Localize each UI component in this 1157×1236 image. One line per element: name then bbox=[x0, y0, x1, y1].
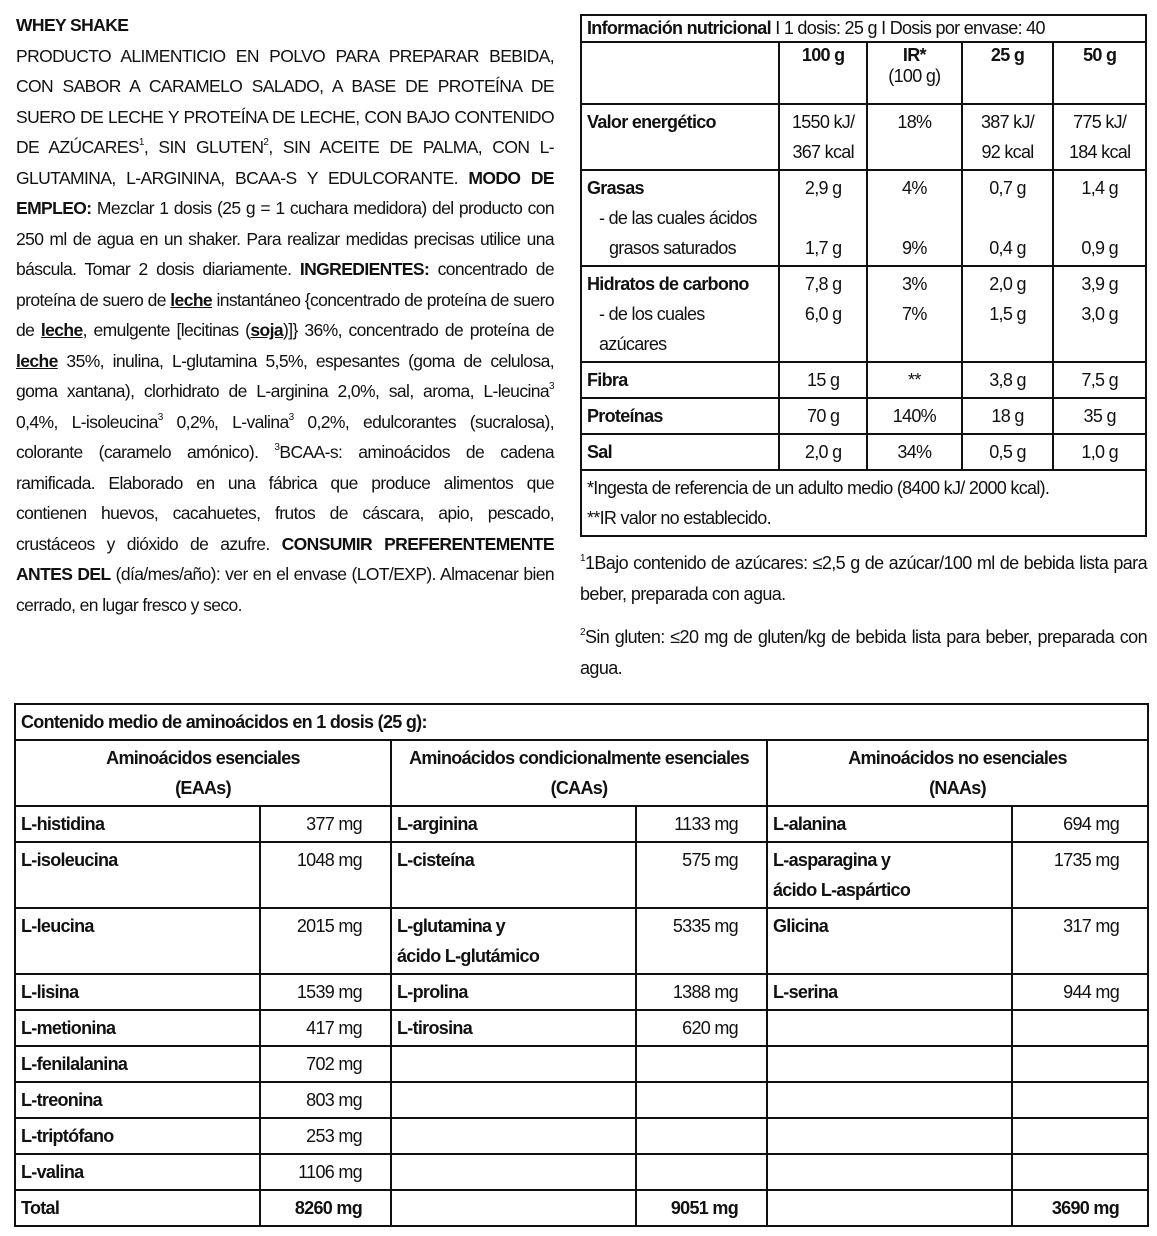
description-paragraph: PRODUCTO ALIMENTICIO EN POLVO PARA PREPARAR BEBIDA, CON SABOR A CARAMELO SALADO, A BASE DE PROTEÍNA DE SUERO DE LECHE Y PROTEÍNA DE LECHE, CON BAJO CONTENIDO DE AZÚCARES$^1$, SIN GLUTEN$^2$, SIN ACEITE DE PALMA, CON L-GLUTAMINA, L-ARGININA, BCAA-S Y EDULCORANTE. MODO DE EMPLEO: Mezclar 1 dosis (25 g = 1 cuchara medidora) del producto con 250 ml de agua en un shaker. Para realizar medidas precisas utilice una báscula. Tomar 2 dosis diariamente. INGREDIENTES: concentrado de proteína de suero de leche instantáneo {concentrado de proteína de suero de leche, emulgente [lecitinas (soja)]} 36%, concentrado de proteína de leche 35%, inulina, L-glutamina 5,5%, espesantes (goma de celulosa, goma xantana), clorhidrato de L-arginina 2,0%, sal, aroma, L-leucina$^3$ 0,4%, L-isoleucina$^3$ 0,2%, L-valina$^3$ 0,2%, edulcorantes (sucralosa), colorante (caramelo amónico). $^3$BCAA-s: aminoácidos de cadena ramificada. Elaborado en una fábrica que produce alimentos que contienen huevos, cacahuetes, frutos de cáscara, apio, pescado, crustáceos y dióxido de azufre. CONSUMIR PREFERENTEMENTE ANTES DEL (día/mes/año): ver en el envase (LOT/EXP). Almacenar bien cerrado, en lugar fresco y seco. bbox=[16, 45, 555, 615]
amino-name-cell: L-tirosina bbox=[391, 1010, 636, 1046]
amino-acid-table bbox=[14, 703, 1149, 1227]
amino-name-cell: L-glutamina y ácido L-glutámico bbox=[391, 908, 636, 974]
table-row bbox=[15, 974, 1148, 1010]
nutrition-table bbox=[580, 14, 1147, 537]
amino-value-cell: 1048 mg bbox=[260, 842, 391, 908]
amino-value-cell: 5335 mg bbox=[636, 908, 767, 974]
amino-total-row: Total 8260 mg 9051 mg 3690 mg bbox=[15, 1190, 1148, 1226]
usage-label: MODO DE EMPLEO: bbox=[16, 167, 554, 218]
amino-rows bbox=[15, 806, 1148, 1190]
product-title: WHEY SHAKE bbox=[16, 15, 129, 35]
amino-value-cell bbox=[1012, 1046, 1148, 1082]
amino-value-cell bbox=[636, 1046, 767, 1082]
amino-name-cell: L-histidina bbox=[15, 806, 260, 842]
amino-value-cell: 944 mg bbox=[1012, 974, 1148, 1010]
amino-name-cell bbox=[767, 1154, 1012, 1190]
amino-name-cell: L-metionina bbox=[15, 1010, 260, 1046]
amino-value-cell: 1539 mg bbox=[260, 974, 391, 1010]
table-row bbox=[15, 1118, 1148, 1154]
table-row bbox=[15, 1046, 1148, 1082]
amino-name-cell: L-treonina bbox=[15, 1082, 260, 1118]
amino-name-cell: L-isoleucina bbox=[15, 842, 260, 908]
amino-value-cell: 803 mg bbox=[260, 1082, 391, 1118]
amino-name-cell bbox=[391, 1154, 636, 1190]
table-row: Fibra 15 g ** 3,8 g 7,5 g bbox=[581, 362, 1146, 398]
amino-name-cell: L-leucina bbox=[15, 908, 260, 974]
table-row: Grasas - de las cuales ácidos grasos saturados 2,9 g 1,7 g 4% 9% 0,7 g 0,4 g 1,4 g 0,9 g bbox=[581, 170, 1146, 266]
allergen-soja: soja bbox=[250, 320, 284, 340]
table-row: Hidratos de carbono - de los cuales azúcares 7,8 g 6,0 g 3% 7% 2,0 g 1,5 g 3,9 g 3,0 g bbox=[581, 266, 1146, 362]
nutrition-header: Información nutricional I 1 dosis: 25 g I Dosis por envase: 40 bbox=[581, 15, 1146, 42]
nutrition-columns: 100 g IR* (100 g) 25 g 50 g bbox=[581, 42, 1146, 104]
best-before-label: CONSUMIR PREFERENTEMENTE ANTES DEL bbox=[16, 533, 554, 584]
amino-name-cell: L-valina bbox=[15, 1154, 260, 1190]
amino-name-cell bbox=[767, 1010, 1012, 1046]
amino-name-cell bbox=[391, 1082, 636, 1118]
amino-name-cell: L-alanina bbox=[767, 806, 1012, 842]
amino-value-cell bbox=[636, 1118, 767, 1154]
amino-value-cell: 377 mg bbox=[260, 806, 391, 842]
table-row: Proteínas 70 g 140% 18 g 35 g bbox=[581, 398, 1146, 434]
amino-value-cell: 1133 mg bbox=[636, 806, 767, 842]
amino-value-cell: 1106 mg bbox=[260, 1154, 391, 1190]
amino-value-cell: 575 mg bbox=[636, 842, 767, 908]
amino-name-cell bbox=[391, 1046, 636, 1082]
product-description bbox=[16, 10, 554, 620]
table-row: Valor energético 1550 kJ/ 367 kcal 18% 387 kJ/ 92 kcal 775 kJ/ 184 kcal bbox=[581, 104, 1146, 170]
amino-name-cell bbox=[391, 1118, 636, 1154]
allergen-leche: leche bbox=[16, 350, 58, 371]
amino-value-cell: 2015 mg bbox=[260, 908, 391, 974]
amino-value-cell: 417 mg bbox=[260, 1010, 391, 1046]
amino-value-cell: 620 mg bbox=[636, 1010, 767, 1046]
table-row bbox=[15, 908, 1148, 974]
amino-value-cell bbox=[1012, 1010, 1148, 1046]
footnote-sugar: $^1$1Bajo contenido de azúcares: ≤2,5 g de azúcar/100 ml de bebida lista para beber, preparada con agua. bbox=[580, 553, 1147, 604]
amino-group-headers: Aminoácidos esenciales (EAAs) Aminoácidos condicionalmente esenciales (CAAs) Aminoácidos no esenciales (NAAs) bbox=[15, 740, 1148, 806]
amino-title-row: Contenido medio de aminoácidos en 1 dosis (25 g): bbox=[15, 704, 1148, 740]
amino-name-cell: L-serina bbox=[767, 974, 1012, 1010]
ingredients-label: INGREDIENTES: bbox=[299, 259, 430, 279]
amino-name-cell: Glicina bbox=[767, 908, 1012, 974]
table-row bbox=[15, 806, 1148, 842]
amino-value-cell bbox=[1012, 1118, 1148, 1154]
amino-value-cell bbox=[1012, 1082, 1148, 1118]
table-row bbox=[15, 1082, 1148, 1118]
amino-name-cell: L-cisteína bbox=[391, 842, 636, 908]
amino-name-cell bbox=[767, 1082, 1012, 1118]
amino-name-cell bbox=[767, 1118, 1012, 1154]
allergen-leche: leche bbox=[40, 320, 83, 340]
amino-name-cell: L-triptófano bbox=[15, 1118, 260, 1154]
table-row bbox=[15, 1154, 1148, 1190]
table-row bbox=[15, 842, 1148, 908]
table-row bbox=[15, 1010, 1148, 1046]
amino-value-cell: 317 mg bbox=[1012, 908, 1148, 974]
amino-value-cell bbox=[1012, 1154, 1148, 1190]
amino-name-cell bbox=[767, 1046, 1012, 1082]
amino-value-cell: 694 mg bbox=[1012, 806, 1148, 842]
nutrition-footnotes: *Ingesta de referencia de un adulto medio (8400 kJ/ 2000 kcal). **IR valor no establecido. bbox=[581, 470, 1146, 536]
allergen-leche: leche bbox=[170, 289, 213, 310]
amino-value-cell bbox=[636, 1154, 767, 1190]
amino-value-cell: 1735 mg bbox=[1012, 842, 1148, 908]
amino-value-cell: 702 mg bbox=[260, 1046, 391, 1082]
amino-value-cell: 253 mg bbox=[260, 1118, 391, 1154]
amino-name-cell: L-asparagina y ácido L-aspártico bbox=[767, 842, 1012, 908]
amino-name-cell: L-prolina bbox=[391, 974, 636, 1010]
amino-name-cell: L-arginina bbox=[391, 806, 636, 842]
amino-name-cell: L-fenilalanina bbox=[15, 1046, 260, 1082]
footnote-gluten: $^2$Sin gluten: ≤20 mg de gluten/kg de bebida lista para beber, preparada con agua. bbox=[580, 627, 1147, 678]
amino-value-cell: 1388 mg bbox=[636, 974, 767, 1010]
amino-value-cell bbox=[636, 1082, 767, 1118]
table-row: Sal 2,0 g 34% 0,5 g 1,0 g bbox=[581, 434, 1146, 470]
footnotes bbox=[580, 548, 1147, 696]
amino-name-cell: L-lisina bbox=[15, 974, 260, 1010]
